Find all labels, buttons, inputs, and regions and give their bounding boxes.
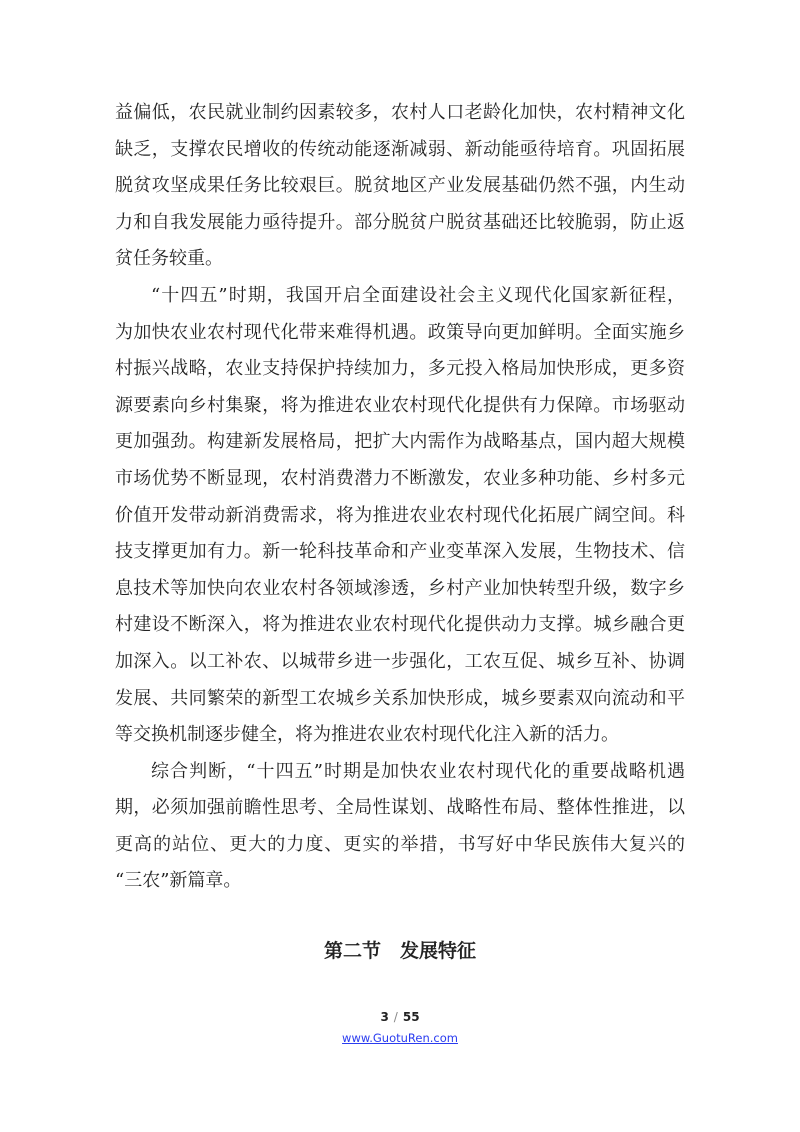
text-line: 贫任务较重。 xyxy=(115,248,223,270)
website-link[interactable]: www.GuotuRen.com xyxy=(342,1031,458,1045)
text-line: 市场优势不断显现，农村消费潜力不断激发，农业多种功能、乡村多元 xyxy=(115,467,685,489)
text-line: “十四五”时期，我国开启全面建设社会主义现代化国家新征程， xyxy=(151,284,685,306)
paragraph xyxy=(115,95,685,278)
text-line: 加深入。以工补农、以城带乡进一步强化，工农互促、城乡互补、协调 xyxy=(115,650,685,672)
text-line: 综合判断，“十四五”时期是加快农业农村现代化的重要战略机遇 xyxy=(151,760,685,782)
text-line: 益偏低，农民就业制约因素较多，农村人口老龄化加快，农村精神文化 xyxy=(115,102,685,123)
text-line: 发展、共同繁荣的新型工农城乡关系加快形成，城乡要素双向流动和平 xyxy=(115,687,685,709)
text-line: 村建设不断深入，将为推进农业农村现代化提供动力支撑。城乡融合更 xyxy=(115,614,685,636)
document-body xyxy=(115,95,685,900)
page-total: 55 xyxy=(402,1010,420,1024)
text-line: “三农”新篇章。 xyxy=(115,870,242,892)
text-line: 技支撑更加有力。新一轮科技革命和产业变革深入发展，生物技术、信 xyxy=(115,541,685,563)
footer-link-container xyxy=(0,1031,800,1045)
section-heading: 第二节 发展特征 xyxy=(323,940,476,962)
paragraph xyxy=(115,754,685,900)
page-separator: / xyxy=(393,1010,398,1024)
text-line: 更高的站位、更大的力度、更实的举措，书写好中华民族伟大复兴的 xyxy=(115,833,685,855)
text-line: 缺乏，支撑农民增收的传统动能逐渐减弱、新动能亟待培育。巩固拓展 xyxy=(115,138,685,160)
text-line: 价值开发带动新消费需求，将为推进农业农村现代化拓展广阔空间。科 xyxy=(115,504,685,526)
page-number xyxy=(0,1010,800,1024)
text-line: 为加快农业农村现代化带来难得机遇。政策导向更加鲜明。全面实施乡 xyxy=(115,321,685,343)
text-line: 村振兴战略，农业支持保护持续加力，多元投入格局加快形成，更多资 xyxy=(115,358,685,380)
page-current: 3 xyxy=(380,1010,389,1024)
text-line: 息技术等加快向农业农村各领域渗透，乡村产业加快转型升级，数字乡 xyxy=(115,577,685,599)
text-line: 源要素向乡村集聚，将为推进农业农村现代化提供有力保障。市场驱动 xyxy=(115,394,685,416)
text-line: 脱贫攻坚成果任务比较艰巨。脱贫地区产业发展基础仍然不强，内生动 xyxy=(115,175,685,197)
text-line: 等交换机制逐步健全，将为推进农业农村现代化注入新的活力。 xyxy=(115,724,619,746)
text-line: 期，必须加强前瞻性思考、全局性谋划、战略性布局、整体性推进，以 xyxy=(115,797,685,819)
text-line: 更加强劲。构建新发展格局，把扩大内需作为战略基点，国内超大规模 xyxy=(115,431,685,453)
text-line: 力和自我发展能力亟待提升。部分脱贫户脱贫基础还比较脆弱，防止返 xyxy=(115,211,685,233)
paragraph xyxy=(115,278,685,754)
